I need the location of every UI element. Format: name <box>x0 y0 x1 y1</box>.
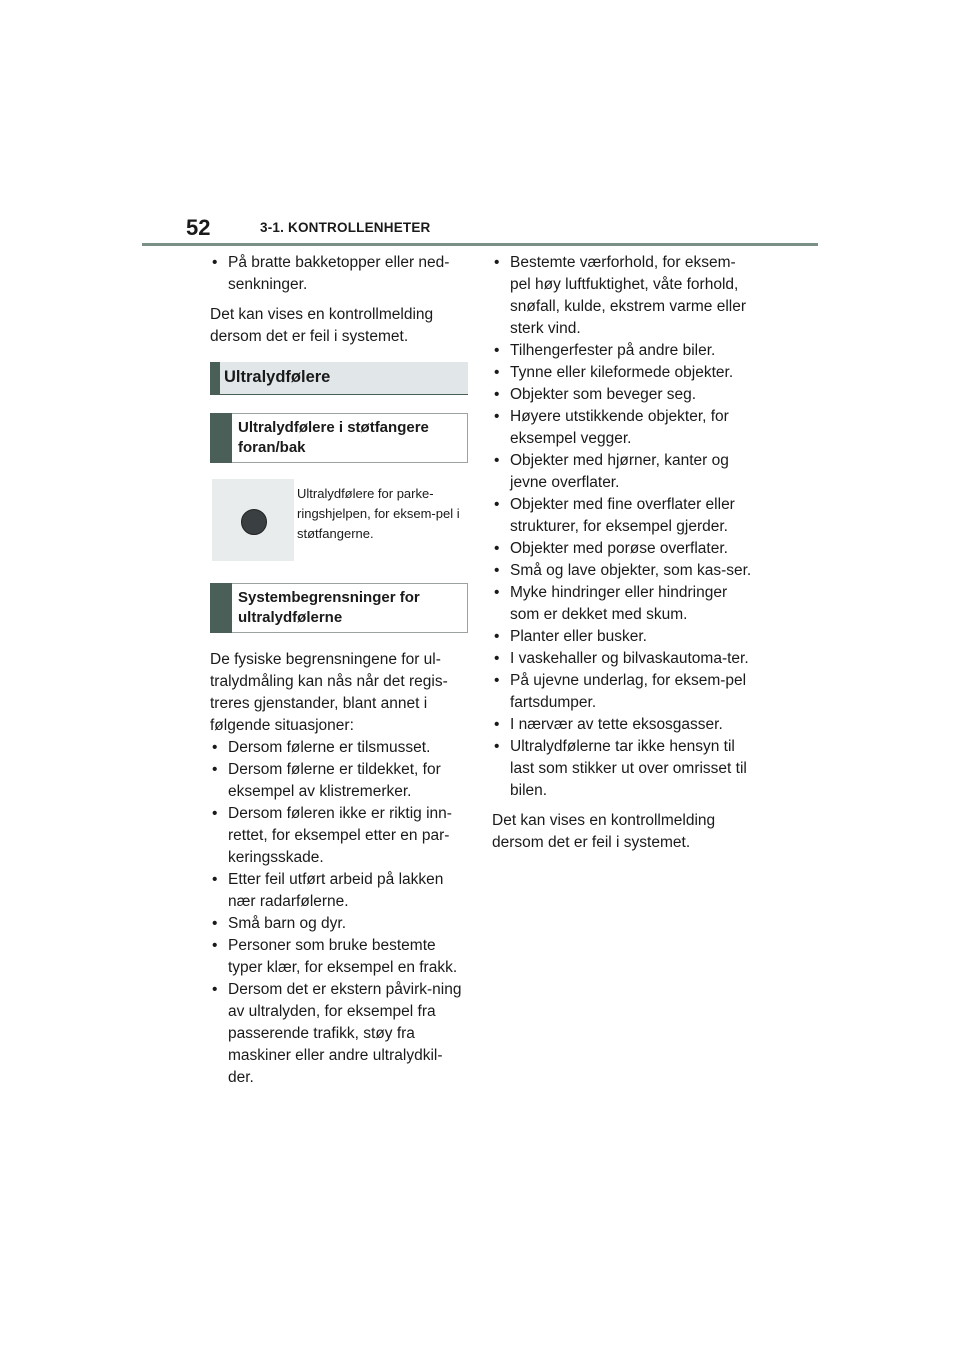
section-title: 3-1. KONTROLLENHETER <box>260 220 431 235</box>
subheading-limitations <box>210 583 468 633</box>
intro-paragraph: Det kan vises en kontrollmelding dersom det er feil i systemet. <box>210 306 434 345</box>
conditions-bullet-list <box>492 252 754 802</box>
list-item: • Dersom føleren ikke er riktig inn-rettet, for eksempel etter en par-keringsskade. <box>210 803 468 869</box>
list-item: • Ultralydfølerne tar ikke hensyn til last som stikker ut over omrisset til bilen. <box>492 736 754 802</box>
closing-paragraph: Det kan vises en kontrollmelding dersom det er feil i systemet. <box>492 812 716 851</box>
list-item: • I vaskehaller og bilvaskautoma-ter. <box>492 648 754 670</box>
list-item: • Planter eller busker. <box>492 626 754 648</box>
left-column <box>210 252 468 1097</box>
list-item: • Objekter med hjørner, kanter og jevne overflater. <box>492 450 754 494</box>
list-item: • Dersom følerne er tildekket, for eksempel av klistremerker. <box>210 759 468 803</box>
main-heading <box>210 362 468 395</box>
header-divider <box>142 243 818 246</box>
ultrasonic-sensor-icon <box>241 509 267 535</box>
list-item: • Høyere utstikkende objekter, for eksempel vegger. <box>492 406 754 450</box>
list-item: • På ujevne underlag, for eksem-pel fartsdumper. <box>492 670 754 714</box>
sensor-illustration <box>212 479 294 561</box>
page-header <box>142 214 818 246</box>
right-column <box>492 252 754 862</box>
list-item: • Dersom følerne er tilsmusset. <box>210 737 468 759</box>
subheading-accent-bar <box>210 583 232 633</box>
page-number: 52 <box>186 215 211 240</box>
list-item: • Tynne eller kileformede objekter. <box>492 362 754 384</box>
list-item: • Objekter som beveger seg. <box>492 384 754 406</box>
main-heading-text: Ultralydfølere <box>224 368 331 386</box>
list-item: • Personer som bruke bestemte typer klær, for eksempel en frakk. <box>210 935 468 979</box>
heading-accent-bar <box>210 362 220 394</box>
list-item: • Objekter med fine overflater eller strukturer, for eksempel gjerder. <box>492 494 754 538</box>
limitations-bullet-list <box>210 737 468 1089</box>
list-item: • Tilhengerfester på andre biler. <box>492 340 754 362</box>
list-item: • Bestemte værforhold, for eksem-pel høy luftfuktighet, våte forhold, snøfall, kulde, ekstrem varme eller sterk vind. <box>492 252 754 340</box>
subheading-accent-bar <box>210 413 232 463</box>
figure-caption: Ultralydfølere for parke-ringshjelpen, for eksem-pel i støtfangerne. <box>297 486 460 541</box>
list-item: • I nærvær av tette eksosgasser. <box>492 714 754 736</box>
list-item: • Objekter med porøse overflater. <box>492 538 754 560</box>
list-item: • Etter feil utført arbeid på lakken nær radarfølerne. <box>210 869 468 913</box>
intro-bullet-list <box>210 252 468 296</box>
sensor-figure <box>210 479 468 565</box>
subheading-limitations-text: Systembegrensninger for ultralydfølerne <box>238 589 420 626</box>
list-item: • Myke hindringer eller hindringer som er dekket med skum. <box>492 582 754 626</box>
list-item: • Dersom det er ekstern påvirk-ning av ultralyden, for eksempel fra passerende trafikk, støy fra maskiner eller andre ultralydkil-der. <box>210 979 468 1089</box>
subheading-sensors <box>210 413 468 463</box>
list-item: • Små barn og dyr. <box>210 913 468 935</box>
subheading-sensors-text: Ultralydfølere i støtfangere foran/bak <box>238 419 429 456</box>
limitations-intro: De fysiske begrensningene for ul-tralydmåling kan nås når det regis-treres gjenstander, blant annet i følgende situasjoner: <box>210 651 448 734</box>
list-item: • På bratte bakketopper eller ned-senkninger. <box>210 252 468 296</box>
list-item: • Små og lave objekter, som kas-ser. <box>492 560 754 582</box>
